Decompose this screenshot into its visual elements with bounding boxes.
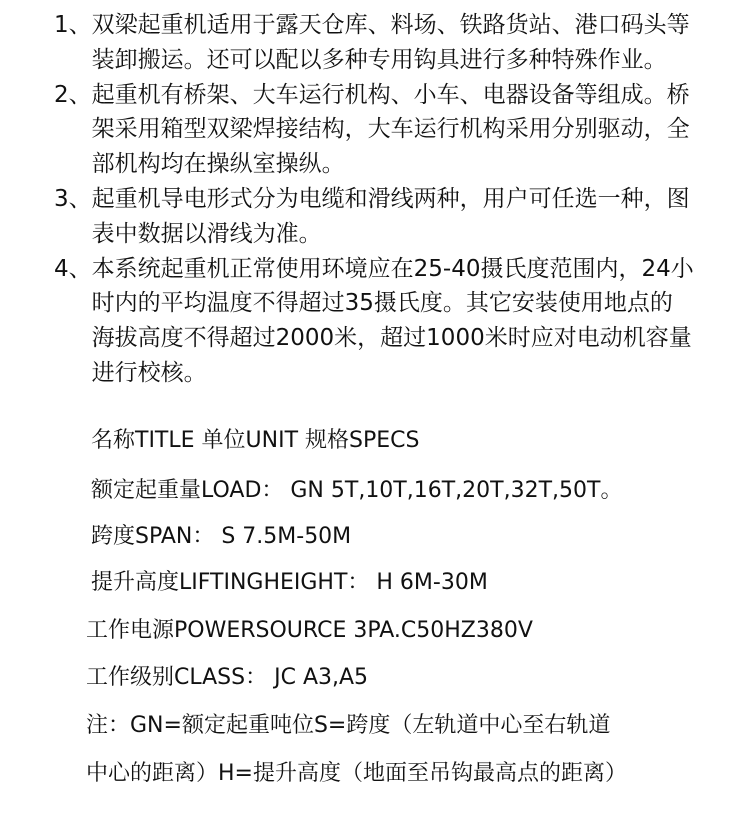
list-item: [54, 182, 694, 252]
spec-note-line-1: 注：GN=额定起重吨位S=跨度（左轨道中心至右轨道: [86, 713, 611, 738]
list-item-number: 1、: [54, 12, 92, 38]
spec-span: 跨度SPAN： S 7.5M-50M: [91, 524, 352, 549]
spec-power-source: 工作电源POWERSOURCE 3PA.C50HZ380V: [86, 618, 533, 643]
list-item-text: 本系统起重机正常使用环境应在25-40摄氏度范围内，24小时内的平均温度不得超过35摄氏度。其它安装使用地点的海拔高度不得超过2000米，超过1000米时应对电动机容量进行校核。: [91, 255, 694, 386]
spec-note-line-2: 中心的距离）H=提升高度（地面至吊钩最高点的距离）: [86, 761, 627, 786]
list-item-text: 起重机导电形式分为电缆和滑线两种，用户可任选一种，图表中数据以滑线为准。: [91, 185, 690, 247]
spec-lifting-height: 提升高度LIFTINGHEIGHT： H 6M-30M: [91, 570, 488, 595]
list-item: [54, 8, 694, 78]
spec-header: 名称TITLE 单位UNIT 规格SPECS: [91, 428, 420, 453]
spec-load: 额定起重量LOAD： GN 5T,10T,16T,20T,32T,50T。: [91, 478, 623, 503]
spec-class: 工作级别CLASS： JC A3,A5: [86, 665, 369, 690]
numbered-list: [54, 8, 694, 391]
list-item-number: 4、: [54, 255, 92, 282]
list-item-number: 2、: [54, 81, 92, 108]
list-item: [54, 78, 694, 182]
list-item-text: 双梁起重机适用于露天仓库、料场、铁路货站、港口码头等装卸搬运。还可以配以多种专用钩具进行多种特殊作业。: [91, 12, 690, 73]
list-item-text: 起重机有桥架、大车运行机构、小车、电器设备等组成。桥架采用箱型双梁焊接结构，大车运行机构采用分别驱动，全部机构均在操纵室操纵。: [91, 81, 690, 178]
list-item-number: 3、: [54, 185, 92, 212]
list-item: [54, 252, 694, 391]
